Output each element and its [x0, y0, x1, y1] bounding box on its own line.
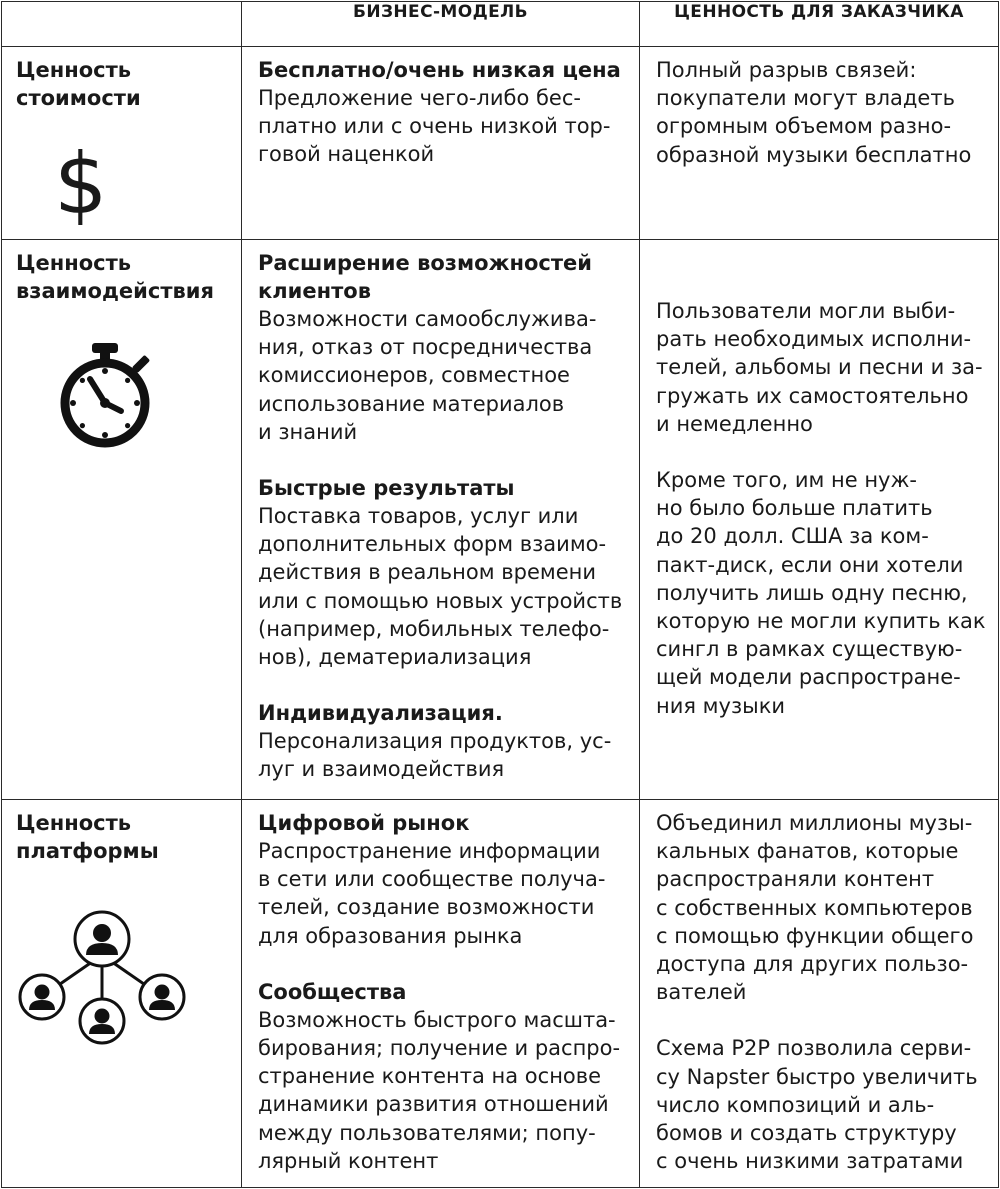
table-row-platform-value — [2, 800, 999, 1188]
customer-value-cell — [640, 800, 999, 1188]
model-item — [258, 978, 629, 1175]
model-item-title: Быстрые результаты — [258, 476, 515, 501]
model-item-title: Сообщества — [258, 979, 407, 1004]
dollar-icon: $ — [54, 135, 108, 233]
model-item-title: Бесплатно/очень низкая цена — [258, 58, 621, 82]
business-model-cell — [242, 800, 640, 1188]
value-paragraph: Схема P2P позволила серви- су Napster быстро увеличить число композиций и аль- бомов и создать структуру с очень низкими затратами — [656, 1036, 978, 1174]
model-item-desc: Распространение информации в сети или сообществе получа- телей, создание возможности для образования рынка — [258, 839, 606, 948]
model-item-title: Цифровой рынок — [258, 811, 470, 835]
value-paragraph: Пользователи могли выби- рать необходимых исполни- телей, альбомы и песни и за- гружать их самостоятельно и немедленно — [656, 299, 983, 436]
table-row-interaction-value — [2, 240, 999, 800]
customer-value-cell — [640, 240, 999, 800]
table-row-cost-value — [2, 47, 999, 240]
model-item — [258, 809, 629, 950]
model-item-title: Индивидуализация. — [258, 701, 503, 726]
model-item-desc: Поставка товаров, услуг или дополнительных форм взаимо- действия в реальном времени или с помощью новых устройств (например, мобильных телефо- нов), дематериализация — [258, 504, 623, 670]
row-label: Ценность взаимодействия — [16, 251, 214, 303]
value-paragraph: Кроме того, им не нуж- но было больше платить до 20 долл. США за ком- пакт-диск, если они хотели получить лишь одну песню, которую не могли купить как сингл в рамках существую- щей модели распростране- ния музыки — [656, 468, 986, 718]
value-paragraph: Объединил миллионы музы- кальных фанатов, которые распространяли контент с собственных компьютеров с помощью функции общего доступа для других пользо- вателей — [656, 811, 974, 1005]
business-model-cell — [242, 47, 640, 240]
customer-value-cell — [640, 47, 999, 240]
stopwatch-icon — [46, 341, 241, 453]
model-item — [258, 249, 629, 446]
row-label: Ценность платформы — [16, 811, 159, 863]
model-item — [258, 699, 629, 783]
row-label: Ценность стоимости — [16, 58, 141, 110]
model-item-desc: Предложение чего-либо бес- платно или с очень низкой тор- говой наценкой — [258, 86, 611, 167]
model-item-desc: Персонализация продуктов, ус- луг и взаимодействия — [258, 729, 612, 782]
model-item-desc: Возможность быстрого масшта- бирования; получение и распро- странение контента на основе динамики развития отношений между пользователями; попу- лярный контент — [258, 1007, 621, 1173]
row-label-cell — [2, 47, 242, 240]
row-label-cell — [2, 240, 242, 800]
model-item-title: Расширение возможностей клиентов — [258, 251, 593, 303]
header-customer-value: ЦЕННОСТЬ ДЛЯ ЗАКАЗЧИКА — [640, 2, 999, 47]
header-empty — [2, 2, 242, 47]
model-item — [258, 474, 629, 671]
row-label-cell — [2, 800, 242, 1188]
header-row — [2, 2, 999, 47]
header-business-model: БИЗНЕС-МОДЕЛЬ — [242, 2, 640, 47]
business-model-cell — [242, 240, 640, 800]
network-icon — [12, 909, 241, 1053]
value-table — [1, 1, 999, 1188]
value-paragraph: Полный разрыв связей: покупатели могут владеть огромным объемом разно- образной музыки бесплатно — [656, 58, 972, 167]
model-item — [258, 56, 629, 169]
model-item-desc: Возможности самообслужива- ния, отказ от посредничества комиссионеров, совместное использование материалов и знаний — [258, 307, 597, 444]
